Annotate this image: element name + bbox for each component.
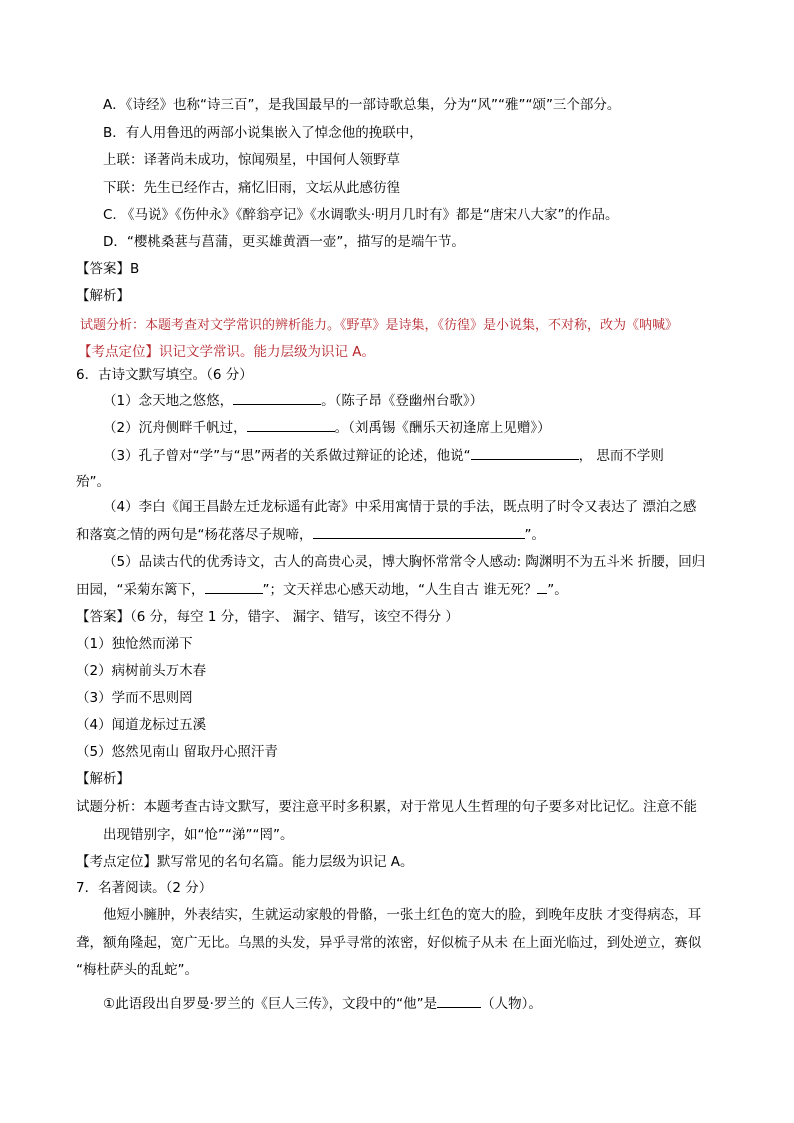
q5-option-a: A．《诗经》也称“诗三百”，是我国最早的一部诗歌总集，分为“风”“雅”“颂”三个部分。 (103, 97, 621, 113)
q5-analysis-text: 试题分析：本题考查对文学常识的辨析能力。《野草》是诗集，《彷徨》是小说集，不对称，改为《呐喊》 (80, 318, 679, 333)
q7-blank-1[interactable] (437, 994, 481, 1008)
q6-item-3: （3）孔子曾对“学”与“思”两者的关系做过辩证的论述，他说“ ， 思而不学则 (103, 448, 664, 464)
q5-option-c: C. 《马说》《伤仲永》《醉翁亭记》《水调歌头·明月几时有》都是“唐宋八大家”的作品。 (103, 207, 619, 223)
q6-item-2: （2）沉舟侧畔千帆过， 。（刘禹锡《酬乐天初逢席上见赠》） (103, 420, 551, 436)
q6-answer-1: （1）独怆然而涕下 (76, 636, 193, 652)
q7-passage-line-1: 他短小臃肿，外表结实，生就运动家般的骨骼，一张土红色的宽大的脸，到晚年皮肤 才变得病态，耳 (103, 907, 702, 923)
q6-blank-3[interactable] (471, 446, 579, 460)
q5-answer: 【答案】B (76, 261, 140, 277)
q6-blank-2[interactable] (247, 418, 335, 432)
q6-item-4-cont: 和落寞之情的两句是“杨花落尽子规啼， ”。 (76, 527, 545, 543)
q7-passage-line-3: “梅杜萨头的乱蛇”。 (76, 962, 198, 978)
q6-item-1: （1）念天地之悠悠， 。（陈子昂《登幽州台歌》） (103, 393, 484, 409)
q6-item-5: （5）品读古代的优秀诗文，古人的高贵心灵，博大胸怀常常令人感动: 陶渊明不为五斗米 折腰，回归 (103, 554, 706, 570)
q7-title: 7．名著阅读。（2 分） (76, 880, 213, 896)
q6-answer-4: （4）闻道龙标过五溪 (76, 717, 207, 733)
q5-couplet-lower: 下联：先生已经作古，痛忆旧雨，文坛从此感彷徨 (103, 180, 400, 196)
q6-answer: 【答案】（6 分，每空 1 分，错字、 漏字、错写，该空不得分 ） (76, 609, 459, 625)
q6-answer-5: （5）悠然见南山 留取丹心照汗青 (76, 744, 278, 760)
q6-answer-2: （2）病树前头万木春 (76, 663, 207, 679)
q5-couplet-upper: 上联：译著尚未成功，惊闻殒星，中国何人领野草 (103, 152, 400, 168)
q6-item-3-cont: 殆”。 (76, 474, 110, 490)
q7-passage-line-2: 聋，额角隆起，宽广无比。乌黑的头发，异乎寻常的浓密，好似梳子从未 在上面光临过，到处逆立，赛似 (76, 935, 702, 951)
q5-analysis-heading: 【解析】 (76, 288, 130, 304)
q5-point: 【考点定位】识记文学常识。能力层级为识记 A。 (78, 344, 376, 360)
q6-analysis-line-1: 试题分析：本题考查古诗文默写，要注意平时多积累，对于常见人生哲理的句子要多对比记忆。注意不能 (76, 799, 697, 815)
q6-answer-3: （3）学而不思则罔 (76, 690, 193, 706)
q6-item-5-cont: 田园，“采菊东篱下， ”；文天祥忠心感天动地，“人生自古 谁无死？ ”。 (76, 582, 568, 598)
q5-option-b: B．有人用鲁迅的两部小说集嵌入了悼念他的挽联中， (103, 125, 423, 141)
q6-analysis-heading: 【解析】 (76, 771, 130, 787)
q6-blank-5[interactable] (205, 580, 263, 594)
q5-option-d: D．“樱桃桑葚与菖蒲，更买雄黄酒一壶”，描写的是端午节。 (103, 234, 465, 250)
q6-blank-4[interactable] (313, 525, 525, 539)
q7-question-1: ①此语段出自罗曼·罗兰的《巨人三传》，文段中的“他”是 （人物）。 (103, 996, 542, 1012)
q6-analysis-line-2: 出现错别字，如“怆”“涕”“罔”。 (103, 827, 294, 843)
q6-item-4: （4）李白《闻王昌龄左迁龙标遥有此寄》中采用寓情于景的手法，既点明了时令又表达了 漂泊之感 (103, 499, 697, 515)
q6-point: 【考点定位】默写常见的名句名篇。能力层级为识记 A。 (76, 854, 414, 870)
q6-blank-6[interactable] (537, 580, 547, 594)
q6-title: 6．古诗文默写填空。（6 分） (76, 367, 253, 383)
q6-blank-1[interactable] (233, 391, 321, 405)
